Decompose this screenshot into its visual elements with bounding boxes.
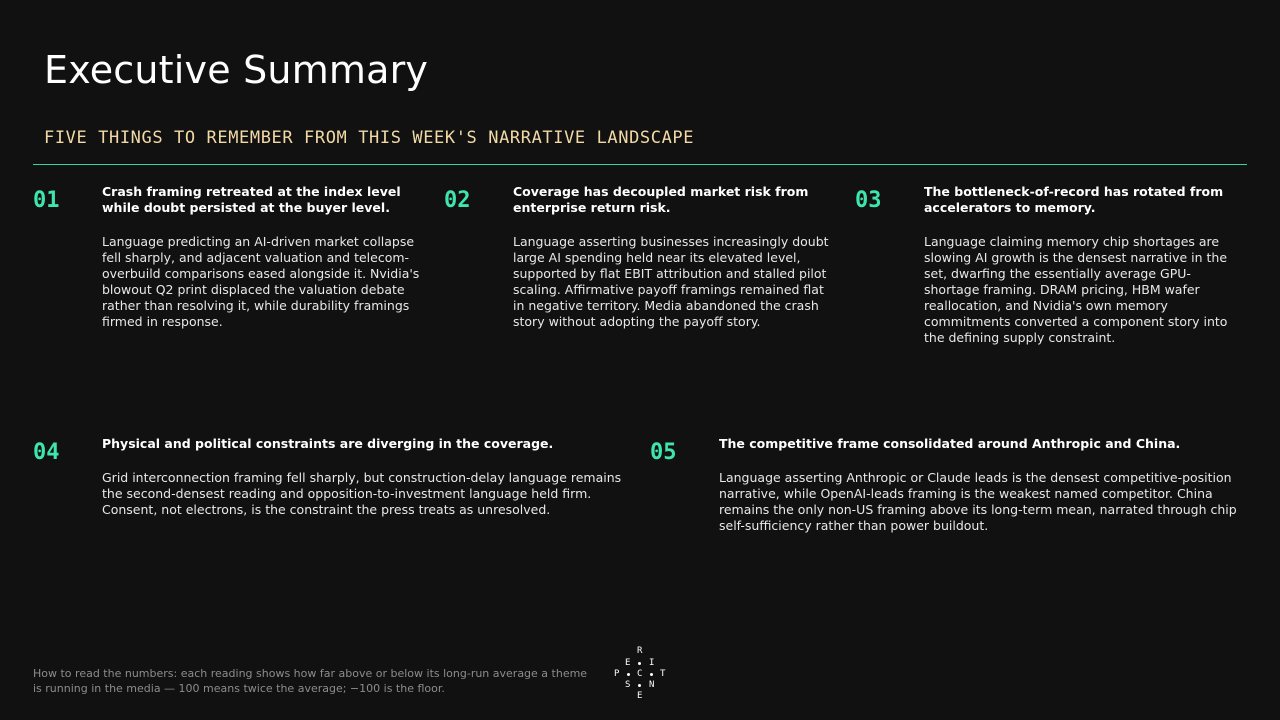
page-subtitle: FIVE THINGS TO REMEMBER FROM THIS WEEK'S NARRATIVE LANDSCAPE: [44, 128, 695, 148]
logo-letter: N: [649, 680, 655, 690]
divider: [33, 164, 1247, 165]
item-number: 05: [650, 440, 677, 465]
page-title: Executive Summary: [44, 48, 429, 92]
item-body: Grid interconnection framing fell sharply, but construction-delay language remains the second-densest reading and opposition-to-investment language held firm. Consent, not electrons, is the constraint the press treats as unresolved.: [102, 470, 622, 517]
item-number: 03: [855, 188, 882, 213]
footnote: How to read the numbers: each reading shows how far above or below its long-run average a theme is running in the media — 100 means twice the average; −100 is the floor.: [33, 667, 588, 695]
logo-letter: E: [625, 658, 631, 668]
item-number: 04: [33, 440, 60, 465]
item-number: 01: [33, 188, 60, 213]
logo-letter: S: [625, 680, 631, 690]
logo-letter: R: [637, 646, 643, 656]
item-number: 02: [444, 188, 471, 213]
item-body: Language asserting Anthropic or Claude leads is the densest competitive-position narrative, while OpenAI-leads framing is the weakest named competitor. China remains the only non-US framing above its long-term mean, narrated through chip self-sufficiency rather than power buildout.: [719, 470, 1237, 533]
logo-letter: C: [637, 669, 643, 679]
item-heading: The competitive frame consolidated around Anthropic and China.: [719, 436, 1181, 451]
logo-letter: P: [614, 669, 620, 679]
logo-letter: E: [637, 691, 643, 701]
brand-logo: [610, 646, 670, 702]
item-body: Language asserting businesses increasingly doubt large AI spending held near its elevated level, supported by flat EBIT attribution and stalled pilot scaling. Affirmative payoff framings remained flat in negative territory. Media abandoned the crash story without adopting the payoff story.: [513, 234, 829, 329]
item-body: Language claiming memory chip shortages are slowing AI growth is the densest narrative in the set, dwarfing the essentially average GPU-shortage framing. DRAM pricing, HBM wafer reallocation, and Nvidia's own memory commitments converted a component story into the defining supply constraint.: [924, 234, 1228, 345]
item-heading: Coverage has decoupled market risk from enterprise return risk.: [513, 184, 809, 215]
logo-letter: I: [649, 658, 655, 668]
logo-letter: T: [660, 669, 666, 679]
item-body: Language predicting an AI-driven market collapse fell sharply, and adjacent valuation and telecom-overbuild comparisons eased alongside it. Nvidia's blowout Q2 print displaced the valuation debate rather than resolving it, while durability framings firmed in response.: [102, 234, 420, 329]
item-heading: The bottleneck-of-record has rotated from accelerators to memory.: [924, 184, 1224, 215]
item-heading: Crash framing retreated at the index level while doubt persisted at the buyer level.: [102, 184, 401, 215]
item-heading: Physical and political constraints are diverging in the coverage.: [102, 436, 554, 451]
